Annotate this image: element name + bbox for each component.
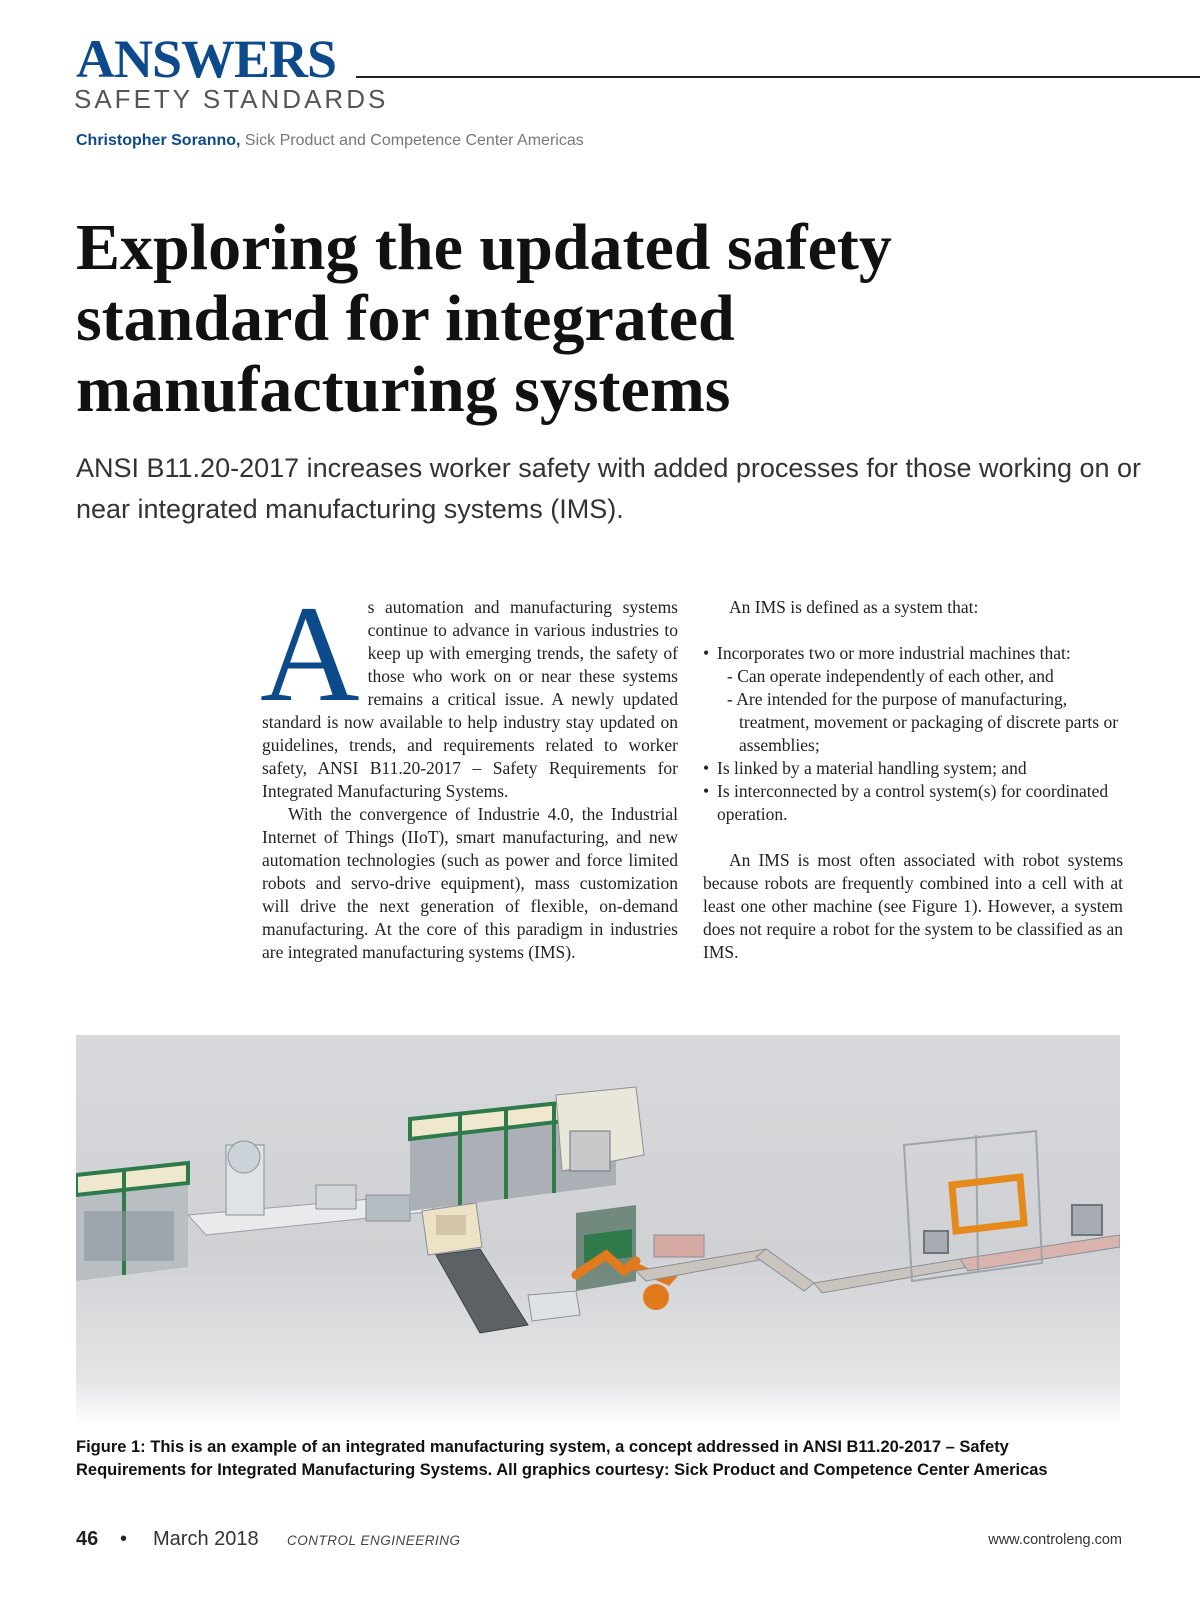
website-url[interactable]: www.controleng.com (988, 1532, 1122, 1548)
body-column-1 (260, 577, 678, 964)
footer-separator: • (120, 1528, 128, 1550)
article-headline: Exploring the updated safety standard for integrated manufacturing systems (76, 211, 892, 426)
figure-ims-illustration (76, 1035, 1120, 1427)
body-paragraph: With the convergence of Industrie 4.0, the Industrial Internet of Things (IIoT), smart manufacturing, and new automation technologies (such as power and force limited robots and servo-drive equipment), mass customization will drive the next generation of flexible, on-demand manufacturing. At the core of this paradigm in industries are integrated manufacturing systems (IMS). (262, 804, 678, 962)
issue-date: March 2018 (153, 1528, 259, 1550)
department-subtitle: SAFETY STANDARDS (74, 84, 389, 114)
body-column-2 (703, 596, 1123, 964)
list-sub-item: - Can operate independently of each other, and (717, 665, 1123, 688)
drop-cap: A (260, 577, 360, 730)
list-item: • Is linked by a material handling system; and (703, 757, 1123, 780)
article-deck: ANSI B11.20-2017 increases worker safety with added processes for those working on or near integrated manufacturing systems (IMS). (76, 453, 1142, 524)
body-paragraph: An IMS is most often associated with robot systems because robots are frequently combined into a cell with at least one other machine (see Figure 1). However, a system does not require a robot for the system to be classified as an IMS. (703, 850, 1123, 962)
list-item: • Incorporates two or more industrial machines that: (703, 642, 1123, 665)
author-name: Christopher Soranno, (76, 132, 241, 149)
definition-intro: An IMS is defined as a system that: (729, 597, 979, 617)
machine-bank-center (410, 1087, 644, 1211)
conveyor-upper (188, 1141, 436, 1235)
byline (76, 132, 584, 150)
oven-and-conveyor (422, 1203, 580, 1333)
magazine-name: CONTROL ENGINEERING (287, 1533, 461, 1548)
department-title: ANSWERS (76, 29, 337, 89)
page-footer (76, 1528, 1122, 1552)
list-item: • Is interconnected by a control system(s) for coordinated operation. (703, 780, 1123, 826)
body-paragraph: s automation and manufacturing systems continue to advance in various industries to keep up with emerging trends, the safety of those who work on or near these systems remains a critical issue. A newly updated standard is now available to help industry stay updated on guidelines, trends, and requirements related to worker safety, ANSI B11.20-2017 – Safety Requirements for Integrated Manufacturing Systems. (262, 597, 678, 801)
machine-bank-left (76, 1163, 188, 1281)
definition-list (703, 642, 1123, 826)
list-sub-item: - Are intended for the purpose of manufacturing, treatment, movement or packaging of discrete parts or assemblies; (717, 688, 1123, 757)
page-number: 46 (76, 1528, 99, 1550)
figure-caption: Figure 1: This is an example of an integrated manufacturing system, a concept addressed in ANSI B11.20-2017 – Safety Requirements for Integrated Manufacturing Systems. All graphics courtesy: Sick Product and Competence Center Americas (76, 1438, 1048, 1479)
roller-conveyor-right (636, 1235, 1120, 1293)
header-rule (356, 76, 1200, 78)
ims-line-illustration (76, 1035, 1120, 1427)
author-affiliation: Sick Product and Competence Center Americas (244, 132, 584, 149)
